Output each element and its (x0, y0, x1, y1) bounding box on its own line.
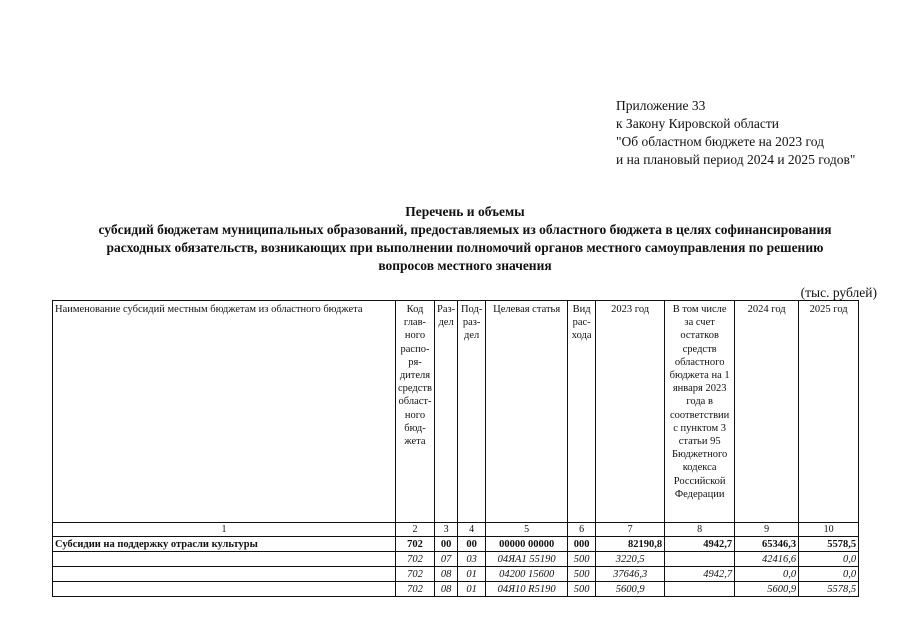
table-row (53, 537, 859, 552)
cell-including (665, 552, 735, 567)
cell-target: 04ЯА1 55190 (486, 552, 568, 567)
cell-target: 00000 00000 (486, 537, 568, 552)
appendix-line-2: к Закону Кировской области (616, 116, 780, 131)
cell-subsection: 01 (458, 567, 486, 582)
header-including: В том числе за счет остатков средств областного бюджета на 1 января 2023 года в соответствии с пунктом 3 статьи 95 Бюджетного кодекса Российской Федерации (665, 301, 735, 523)
table-row (53, 567, 859, 582)
header-subsection: Под-раз-дел (458, 301, 486, 523)
title-line-1: Перечень и объемы (405, 204, 525, 219)
cell-section: 07 (434, 552, 457, 567)
cell-including: 4942,7 (665, 537, 735, 552)
cell-2025: 0,0 (799, 552, 859, 567)
column-number: 8 (665, 523, 735, 537)
cell-code: 702 (396, 537, 435, 552)
column-number: 7 (596, 523, 665, 537)
column-number: 1 (53, 523, 396, 537)
cell-code: 702 (396, 552, 435, 567)
column-number: 5 (486, 523, 568, 537)
appendix-line-3: "Об областном бюджете на 2023 год (616, 134, 824, 149)
cell-2023: 37646,3 (596, 567, 665, 582)
cell-subsection: 03 (458, 552, 486, 567)
cell-2023: 5600,9 (596, 582, 665, 597)
appendix-line-4: и на плановый период 2024 и 2025 годов" (616, 152, 856, 167)
cell-name: Субсидии на поддержку отрасли культуры (53, 537, 396, 552)
header-expense-type: Вид рас-хода (568, 301, 596, 523)
cell-expense: 500 (568, 567, 596, 582)
table-header-row (53, 301, 859, 523)
cell-name (53, 582, 396, 597)
units-label: (тыс. рублей) (800, 285, 877, 300)
cell-name (53, 567, 396, 582)
cell-2024: 42416,6 (735, 552, 799, 567)
title-line-4: вопросов местного значения (378, 258, 552, 273)
cell-target: 04Я10 R5190 (486, 582, 568, 597)
cell-code: 702 (396, 582, 435, 597)
cell-expense: 500 (568, 552, 596, 567)
header-2024: 2024 год (735, 301, 799, 523)
cell-code: 702 (396, 567, 435, 582)
column-number: 4 (458, 523, 486, 537)
column-number-row (53, 523, 859, 537)
header-2025: 2025 год (799, 301, 859, 523)
document-title (40, 203, 890, 275)
cell-section: 08 (434, 582, 457, 597)
cell-including (665, 582, 735, 597)
appendix-line-1: Приложение 33 (616, 98, 706, 113)
title-line-2: субсидий бюджетам муниципальных образований, предоставляемых из областного бюджета в целях софинансирования (98, 222, 832, 237)
column-number: 3 (434, 523, 457, 537)
subsidies-table (52, 300, 859, 597)
table-row (53, 582, 859, 597)
cell-2025: 5578,5 (799, 537, 859, 552)
header-2023: 2023 год (596, 301, 665, 523)
cell-2024: 65346,3 (735, 537, 799, 552)
cell-2025: 5578,5 (799, 582, 859, 597)
column-number: 9 (735, 523, 799, 537)
header-name: Наименование субсидий местным бюджетам из областного бюджета (53, 301, 396, 523)
table-row (53, 552, 859, 567)
appendix-note (616, 97, 855, 169)
cell-target: 04200 15600 (486, 567, 568, 582)
header-section: Раз-дел (434, 301, 457, 523)
cell-2023: 3220,5 (596, 552, 665, 567)
header-target: Целевая статья (486, 301, 568, 523)
cell-expense: 000 (568, 537, 596, 552)
header-code: Код глав-ного распо-ря-дителя средств област-ного бюд-жета (396, 301, 435, 523)
cell-subsection: 00 (458, 537, 486, 552)
cell-2025: 0,0 (799, 567, 859, 582)
cell-section: 08 (434, 567, 457, 582)
cell-including: 4942,7 (665, 567, 735, 582)
cell-2024: 5600,9 (735, 582, 799, 597)
column-number: 6 (568, 523, 596, 537)
column-number: 10 (799, 523, 859, 537)
column-number: 2 (396, 523, 435, 537)
cell-expense: 500 (568, 582, 596, 597)
title-line-3: расходных обязательств, возникающих при выполнении полномочий органов местного самоуправления по решению (106, 240, 824, 255)
cell-name (53, 552, 396, 567)
cell-subsection: 01 (458, 582, 486, 597)
cell-section: 00 (434, 537, 457, 552)
cell-2024: 0,0 (735, 567, 799, 582)
cell-2023: 82190,8 (596, 537, 665, 552)
